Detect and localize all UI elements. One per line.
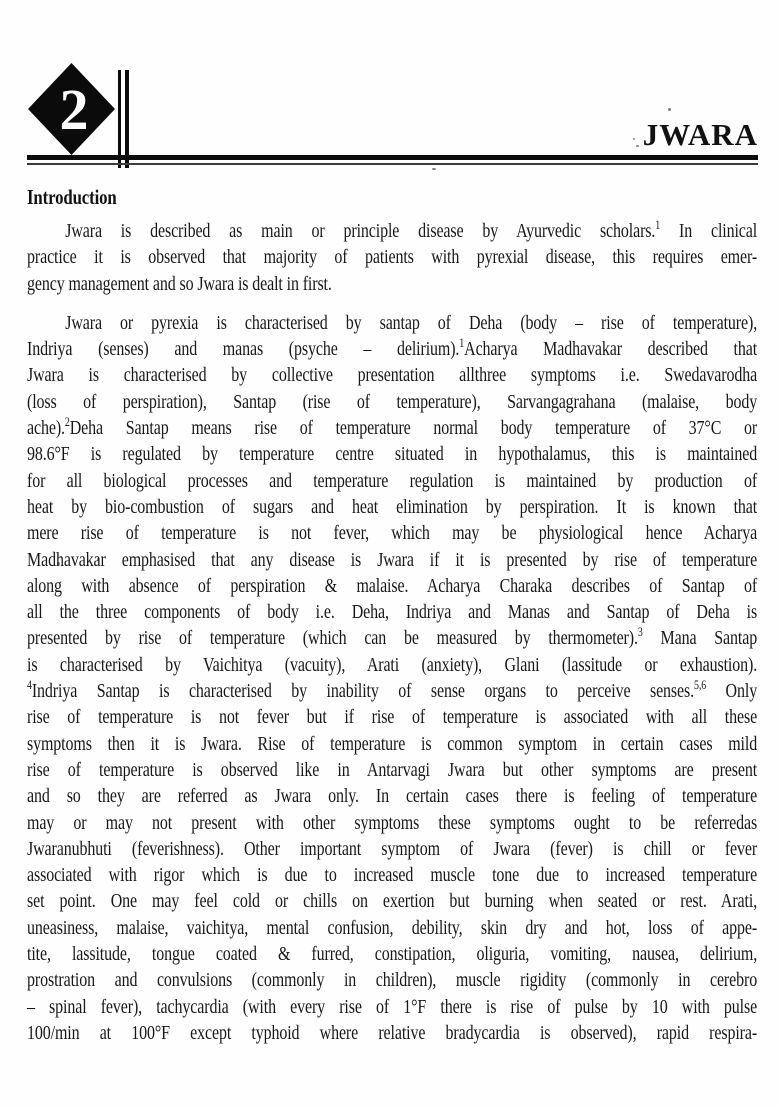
text-line: symptoms then it is Jwara. Rise of temperature is common symptom in certain cases mild [27,732,758,755]
text-line: for all biological processes and temperature regulation is maintained by production of [27,469,758,492]
text-line: practice it is observed that majority of patients with pyrexial disease, this requires emer- [27,246,758,269]
scan-artifact [668,108,671,111]
text-line: rise of temperature is observed like in Antarvagi Jwara but other symptoms are present [27,758,758,781]
text-line: heat by bio-combustion of sugars and heat elimination by perspiration. It is known that [27,495,758,518]
text-line: associated with rigor which is due to increased muscle tone due to increased temperature [27,864,758,887]
text-line: 98.6°F is regulated by temperature centre situated in hypothalamus, this is maintained [27,443,758,466]
text-line: uneasiness, malaise, vaichitya, mental confusion, debility, skin dry and hot, loss of appe- [27,916,758,939]
text-line: (loss of perspiration), Santap (rise of temperature), Sarvangagrahana (malaise, body [27,390,758,413]
text-line: 100/min at 100°F except typhoid where relative bradycardia is observed), rapid respira- [27,1021,758,1044]
text-line: Jwara or pyrexia is characterised by santap of Deha (body – rise of temperature), [65,311,758,334]
text-line: presented by rise of temperature (which can be measured by thermometer).$^3$ Mana Santap [27,625,758,650]
text-line: – spinal fever), tachycardia (with every rise of 1°F there is rise of pulse by 10 with pulse [27,995,758,1018]
header-rule-thin [27,163,758,165]
text-line: prostration and convulsions (commonly in children), muscle rigidity (commonly in cerebro [27,969,758,992]
text-line: Indriya (senses) and manas (psyche – delirium).$^1$Acharya Madhavakar described that [27,336,758,361]
header-rule-thick [27,155,758,160]
scan-artifact [432,168,436,170]
text-line: all the three components of body i.e. Deha, Indriya and Manas and Santap of Deha is [27,601,758,624]
text-line: Jwara is described as main or principle disease by Ayurvedic scholars.$^1$ In clinical [65,218,758,242]
text-line: along with absence of perspiration & malaise. Acharya Charaka describes of Santap of [27,574,758,597]
text-line: Madhavakar emphasised that any disease is Jwara if it is presented by rise of temperature [27,548,758,571]
text-line: may or may not present with other symptoms these symptoms ought to be referredas [27,811,758,834]
text-line: Jwara is characterised by collective presentation allthree symptoms i.e. Swedavarodha [27,364,758,387]
text-line: ache).$^2$Deha Santap means rise of temperature normal body temperature of 37°C or [27,415,758,440]
scan-artifact [633,138,635,140]
text-line: mere rise of temperature is not fever, which may be physiological hence Acharya [27,522,758,545]
vertical-divider [118,70,129,168]
text-line: and so they are referred as Jwara only. In certain cases there is feeling of temperature [27,785,758,808]
text-line: rise of temperature is not fever but if rise of temperature is associated with all these [27,706,758,729]
scan-artifact [636,145,639,147]
page-content [27,184,757,1046]
text-line: gency management and so Jwara is dealt in first. [27,272,332,295]
chapter-number: 2 [59,77,89,142]
text-line: set point. One may feel cold or chills on exertion but burning when seated or rest. Arati, [27,890,758,913]
text-line: tite, lassitude, tongue coated & furred, constipation, oliguria, vomiting, nausea, delirium, [27,943,758,966]
section-heading: Introduction [27,185,117,209]
text-line: is characterised by Vaichitya (vacuity), Arati (anxiety), Glani (lassitude or exhaustion). [27,653,758,676]
paragraph [27,218,757,297]
chapter-number-badge [28,63,115,155]
body-text [27,218,757,1046]
text-line: $^4$Indriya Santap is characterised by inability of sense organs to perceive senses.$^{5,6}$ Only [27,678,758,703]
paragraph [27,310,757,1046]
text-line: Jwaranubhuti (feverishness). Other important symptom of Jwara (fever) is chill or fever [27,837,758,860]
page-title: JWARA [642,117,758,152]
